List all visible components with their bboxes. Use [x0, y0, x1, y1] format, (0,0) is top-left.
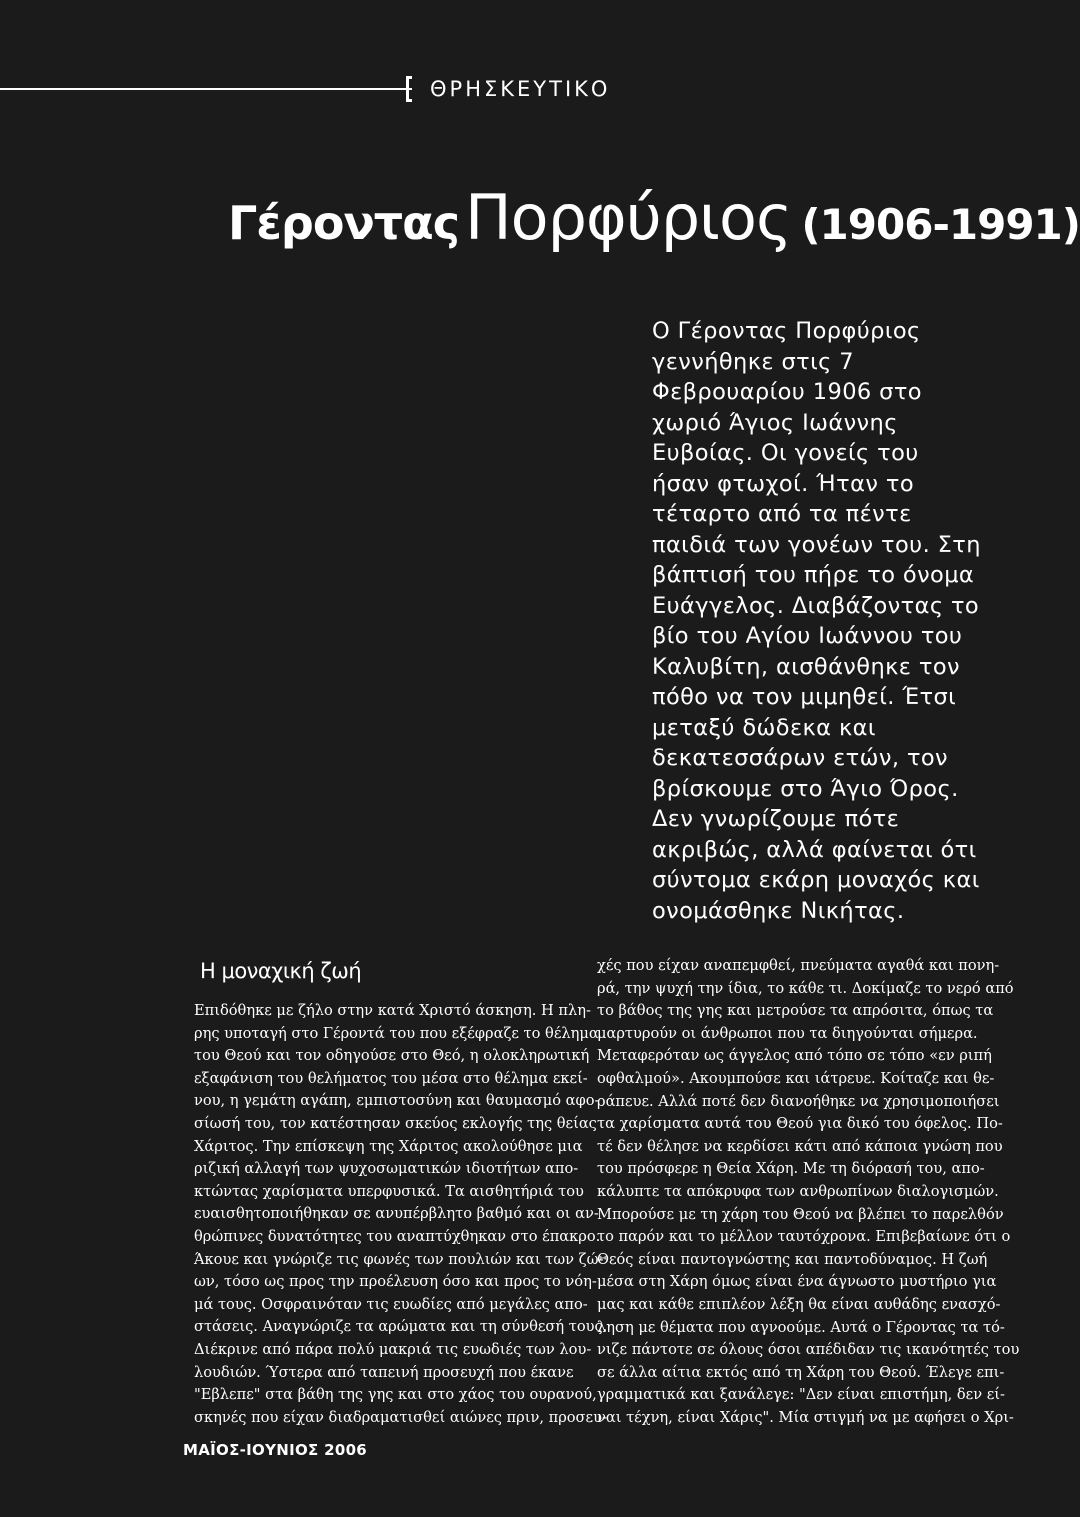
body-line: Μπορούσε με τη χάρη του Θεού να βλέπει το παρελθόν: [597, 1205, 1004, 1223]
intro-line: Δεν γνωρίζουμε πότε: [652, 806, 900, 832]
body-line: μά τους. Οσφραινόταν τις ευωδίες από μεγάλες απο-: [194, 1295, 588, 1313]
body-line: κάλυπτε τα απόκρυφα των ανθρωπίνων διαλογισμών.: [597, 1182, 999, 1200]
article-subheading: Η μοναχική ζωή: [200, 959, 362, 983]
intro-line: παιδιά των γονέων του. Στη: [652, 531, 981, 558]
body-line: Διέκρινε από πάρα πολύ μακριά τις ευωδιές των λου-: [194, 1340, 592, 1358]
body-line: ρά, την ψυχή την ίδια, το κάθε τι. Δοκίμαζε το νερό από: [597, 979, 1014, 997]
body-line: "Εβλεπε" στα βάθη της γης και στο χάος του ουρανού,: [194, 1386, 597, 1404]
body-column-right: [597, 955, 1020, 1429]
body-line: κτώντας χαρίσματα υπερφυσικά. Τα αισθητήριά του: [194, 1182, 584, 1200]
body-line: μαρτυρούν οι άνθρωποι που τα διηγούνται σήμερα.: [597, 1024, 978, 1042]
intro-line: ήσαν φτωχοί. Ήταν το: [652, 470, 914, 497]
body-line: χές που είχαν αναπεμφθεί, πνεύματα αγαθά και πονη-: [597, 957, 1000, 974]
issue-date-footer: ΜΑΪΟΣ-ΙΟΥΝΙΟΣ 2006: [183, 1441, 368, 1459]
intro-line: τέταρτο από τα πέντε: [652, 501, 912, 527]
intro-line: Ευβοίας. Οι γονείς του: [652, 440, 919, 466]
body-line: ναι τέχνη, είναι Χάρις". Μία στιγμή να με αφήσει ο Χρι-: [597, 1408, 1014, 1426]
intro-line: πόθο να τον μιμηθεί. Έτσι: [652, 684, 957, 710]
section-bracket: [406, 76, 412, 102]
body-line: εξαφάνιση του θελήματος του μέσα στο θέλημα εκεί-: [194, 1069, 588, 1087]
body-line: σίωσή του, τον κατέστησαν σκεύος εκλογής της θείας: [194, 1114, 597, 1132]
body-line: τα χαρίσματα αυτά του Θεού για δικό του όφελος. Πο-: [597, 1115, 1003, 1133]
body-line: στάσεις. Αναγνώριζε τα αρώματα και τη σύνθεσή τους.: [194, 1318, 608, 1336]
intro-line: δεκατεσσάρων ετών, τον: [652, 745, 949, 771]
body-line: του πρόσφερε η Θεία Χάρη. Με τη διόρασή του, απο-: [597, 1160, 985, 1178]
body-line: μας και κάθε επιπλέον λέξη θα είναι αυθάδης ενασχό-: [597, 1295, 1001, 1313]
section-label: ΘΡΗΣΚΕΥΤΙΚΟ: [430, 77, 611, 101]
body-line: σκηνές που είχαν διαδραματισθεί αιώνες πριν, προσευ-: [194, 1408, 607, 1426]
title-years: (1906-1991): [801, 200, 1080, 249]
body-line: Επιδόθηκε με ζήλο στην κατά Χριστό άσκηση. Η πλη-: [194, 1002, 591, 1019]
body-line: Χάριτος. Την επίσκεψη της Χάριτος ακολούθησε μια: [194, 1137, 583, 1155]
title-prefix: Γέροντας: [228, 196, 460, 250]
intro-line: Ευάγγελος. Διαβάζοντας το: [652, 592, 980, 619]
body-line: το παρόν και το μέλλον ταυτόχρονα. Επιβεβαίωνε ότι ο: [597, 1228, 1011, 1246]
intro-line: ονομάσθηκε Νικήτας.: [652, 897, 905, 924]
body-line: νου, η γεμάτη αγάπη, εμπιστοσύνη και θαυμασμό αφο-: [194, 1092, 600, 1110]
body-column-left: [194, 1000, 608, 1429]
body-line: σε άλλα αίτια εκτός από τη Χάρη του Θεού. Έλεγε επι-: [597, 1363, 1005, 1381]
body-line: γραμματικά και ξανάλεγε: "Δεν είναι επιστήμη, δεν εί-: [597, 1386, 1005, 1404]
section-rule: [0, 88, 412, 90]
intro-paragraph: [652, 316, 1012, 926]
intro-line: Καλυβίτη, αισθάνθηκε τον: [652, 653, 960, 680]
intro-line: γεννήθηκε στις 7: [652, 348, 854, 375]
body-line: Θεός είναι παντογνώστης και παντοδύναμος. Η ζωή: [597, 1250, 988, 1268]
intro-line: βίο του Αγίου Ιωάννου του: [652, 623, 963, 649]
body-line: θρώπινες δυνατότητες του αναπτύχθηκαν στο έπακρο.: [194, 1227, 601, 1245]
intro-line: χωριό Άγιος Ιωάννης: [652, 409, 898, 436]
body-line: οφθαλμού». Ακουμπούσε και ιάτρευε. Κοίταζε και θε-: [597, 1069, 995, 1087]
intro-line: μεταξύ δώδεκα και: [652, 714, 876, 741]
title-name: Πορφύριος: [465, 181, 792, 254]
body-line: το βάθος της γης και μετρούσε τα απρόσιτα, όπως τα: [597, 1002, 994, 1020]
intro-line: Φεβρουαρίου 1906 στο: [652, 379, 922, 405]
body-line: ευαισθητοποιήθηκαν σε ανυπέρβλητο βαθμό και οι αν-: [194, 1205, 599, 1223]
body-line: νιζε πάντοτε σε όλους όσοι απέδιδαν τις ικανότητές του: [597, 1341, 1020, 1359]
body-line: του Θεού και τον οδηγούσε στο Θεό, η ολοκληρωτική: [194, 1047, 590, 1065]
intro-line: σύντομα εκάρη μοναχός και: [652, 867, 980, 893]
body-line: μέσα στη Χάρη όμως είναι ένα άγνωστο μυστήριο για: [597, 1273, 997, 1291]
body-line: Άκουε και γνώριζε τις φωνές των πουλιών και των ζώ-: [194, 1250, 604, 1268]
body-line: λουδιών. Ύστερα από ταπεινή προσευχή που έκανε: [194, 1363, 574, 1381]
body-line: ριζική αλλαγή των ψυχοσωματικών ιδιοτήτων απο-: [194, 1160, 579, 1178]
intro-line: Ο Γέροντας Πορφύριος: [652, 318, 921, 344]
body-line: ράπευε. Αλλά ποτέ δεν διανοήθηκε να χρησιμοποιήσει: [597, 1092, 1000, 1110]
body-line: ρης υποταγή στο Γέροντά του που εξέφραζε το θέλημα: [194, 1024, 599, 1042]
intro-line: βάπτισή του πήρε το όνομα: [652, 562, 975, 588]
body-line: τέ δεν θέλησε να κερδίσει κάτι από κάποια γνώση που: [597, 1137, 1003, 1155]
article-title: [228, 178, 1080, 268]
intro-line: ακριβώς, αλλά φαίνεται ότι: [652, 836, 977, 863]
intro-line: βρίσκουμε στο Άγιο Όρος.: [652, 775, 959, 802]
body-line: ληση με θέματα που αγνοούμε. Αυτά ο Γέροντας τα τό-: [597, 1318, 1005, 1336]
body-line: ων, τόσο ως προς την προέλευση όσο και προς το νόη-: [194, 1273, 597, 1291]
body-line: Μεταφερόταν ως άγγελος από τόπο σε τόπο «εν ριπή: [597, 1047, 992, 1065]
